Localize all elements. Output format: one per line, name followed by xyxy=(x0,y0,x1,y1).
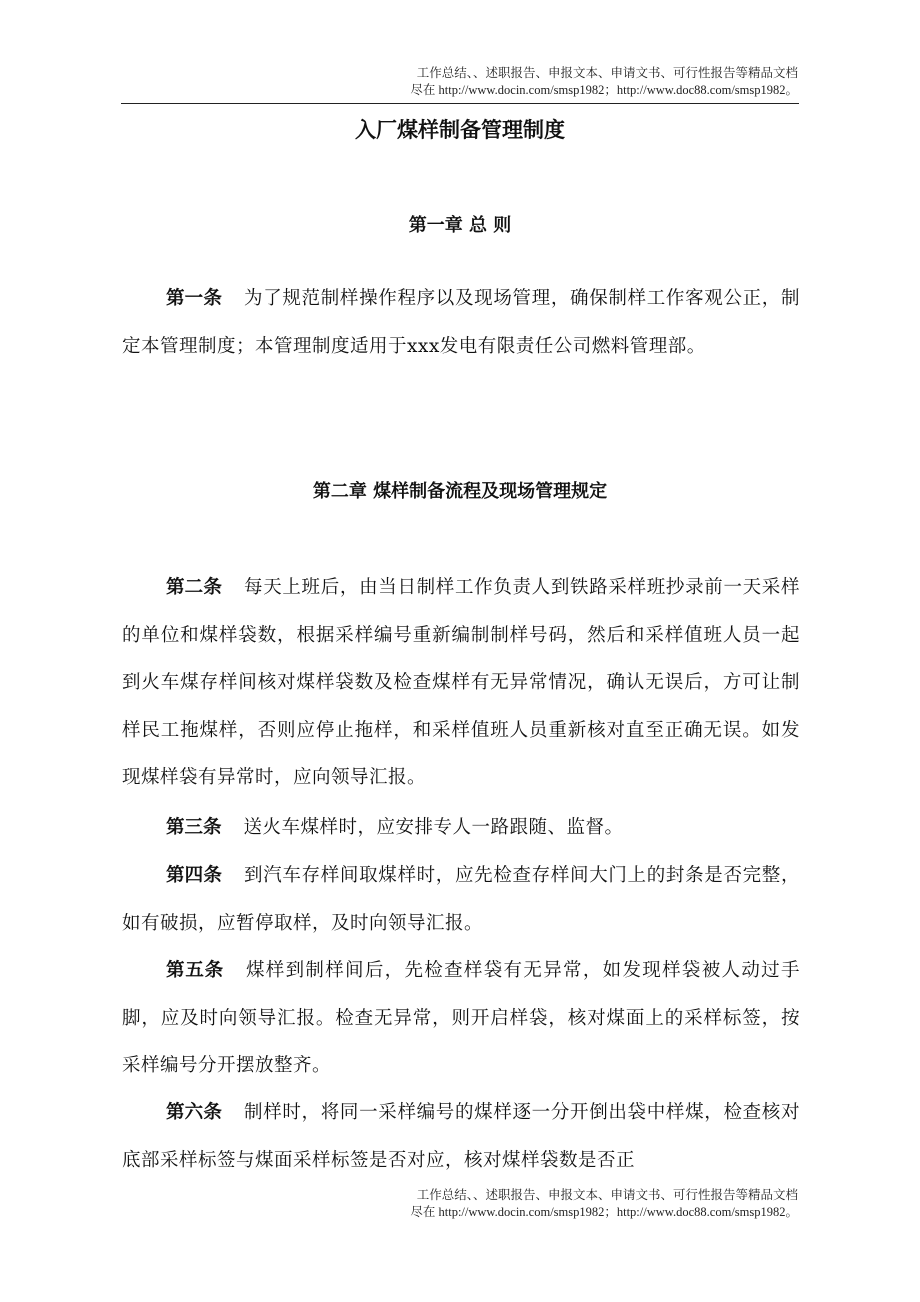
article-2 xyxy=(122,564,800,802)
article-5 xyxy=(122,947,800,1090)
header-divider xyxy=(121,103,799,104)
article-text: 制样时，将同一采样编号的煤样逐一分开倒出袋中样煤，检查核对底部采样标签与煤面采样标签是否对应，核对煤样袋数是否正 xyxy=(122,1102,800,1171)
article-label: 第四条 xyxy=(166,865,223,886)
article-4 xyxy=(122,852,800,947)
article-text: 到汽车存样间取煤样时，应先检查存样间大门上的封条是否完整，如有破损，应暂停取样，及时向领导汇报。 xyxy=(122,865,800,934)
header-line-1: 工作总结、、述职报告、申报文本、申请文书、可行性报告等精品文档 xyxy=(416,66,798,80)
article-3 xyxy=(122,804,800,852)
footer-line-1: 工作总结、、述职报告、申报文本、申请文书、可行性报告等精品文档 xyxy=(416,1188,798,1202)
chapter-2-heading: 第二章 煤样制备流程及现场管理规定 xyxy=(312,481,608,502)
chapter-1-heading: 第一章 总 则 xyxy=(408,215,512,236)
document-title: 入厂煤样制备管理制度 xyxy=(355,118,565,142)
article-text: 为了规范制样操作程序以及现场管理，确保制样工作客观公正，制定本管理制度；本管理制度适用于xxx发电有限责任公司燃料管理部。 xyxy=(122,288,800,357)
article-label: 第六条 xyxy=(166,1102,223,1123)
article-label: 第一条 xyxy=(166,288,223,309)
article-text: 每天上班后，由当日制样工作负责人到铁路采样班抄录前一天采样的单位和煤样袋数，根据采样编号重新编制制样号码，然后和采样值班人员一起到火车煤存样间核对煤样袋数及检查煤样有无异常情况，确认无误后，方可让制样民工拖煤样，否则应停止拖样，和采样值班人员重新核对直至正确无误。如发现煤样袋有异常时，应向领导汇报。 xyxy=(122,577,800,788)
article-label: 第五条 xyxy=(166,960,224,981)
footer-line-2[interactable]: 尽在 http://www.docin.com/smsp1982；http://www.doc88.com/smsp1982。 xyxy=(410,1205,798,1219)
article-6 xyxy=(122,1089,800,1184)
article-label: 第三条 xyxy=(166,817,222,838)
page-footer xyxy=(410,1187,798,1221)
page-header xyxy=(410,65,798,99)
article-text: 送火车煤样时，应安排专人一路跟随、监督。 xyxy=(243,817,624,838)
header-line-2[interactable]: 尽在 http://www.docin.com/smsp1982；http://www.doc88.com/smsp1982。 xyxy=(410,83,798,97)
article-text: 煤样到制样间后，先检查样袋有无异常，如发现样袋被人动过手脚，应及时向领导汇报。检查无异常，则开启样袋，核对煤面上的采样标签，按采样编号分开摆放整齐。 xyxy=(122,960,800,1076)
article-label: 第二条 xyxy=(166,577,223,598)
article-1 xyxy=(122,275,800,370)
